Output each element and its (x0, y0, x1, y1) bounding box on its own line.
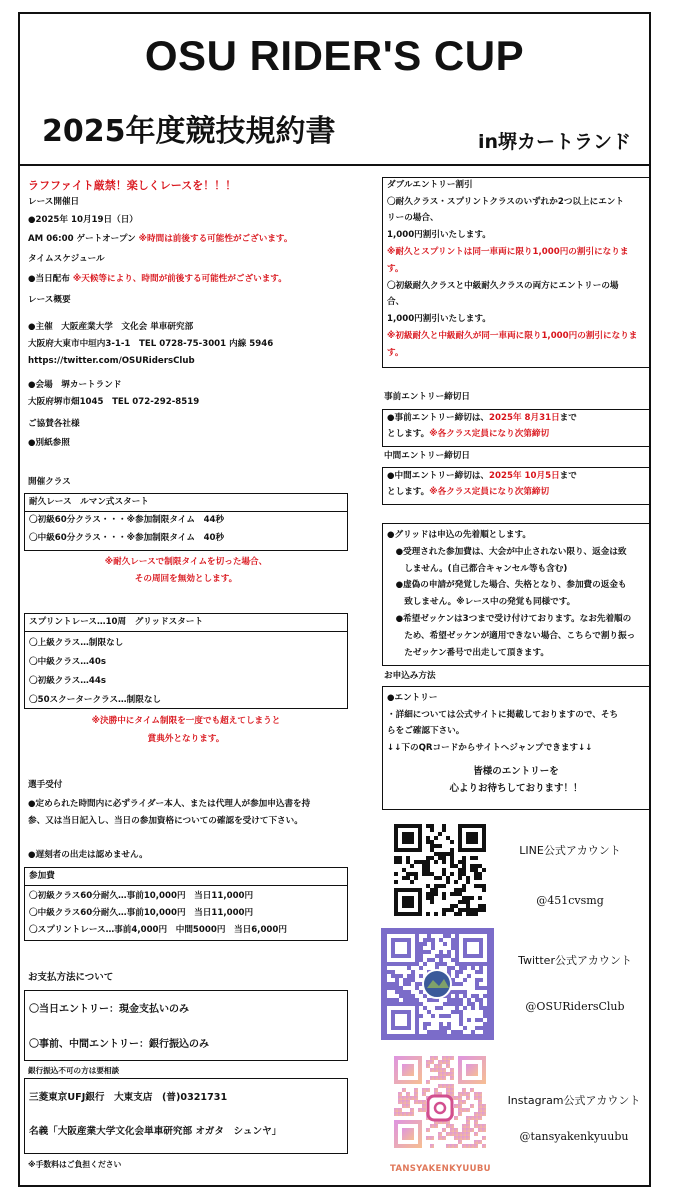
gate-open (28, 234, 292, 246)
line-qr-code[interactable] (390, 820, 490, 920)
rule-line: ため、希望ゼッケンが適用できない場合、こちらで割り振っ (387, 630, 636, 641)
instagram-account-handle[interactable]: @tansyakenkyuubu (519, 1130, 629, 1143)
page-subtitle: 2025年度競技規約書 (42, 114, 336, 149)
organizer-link[interactable]: https://twitter.com/OSURidersClub (28, 356, 195, 366)
sprint-class-box (24, 631, 348, 709)
rule-line: しません。(自己都合キャンセル等も含む) (387, 563, 568, 574)
endurance-class-2: 〇中級60分クラス・・・※参加制限タイム 40秒 (29, 532, 225, 543)
instagram-qr-code (390, 1052, 490, 1164)
sprint-note-1: ※決勝中にタイム制限を一度でも超えてしまうと (91, 716, 281, 726)
closing-1: 皆様のエントリーを (473, 766, 559, 777)
pre-deadline-box (382, 409, 650, 447)
pre-deadline-label: 事前エントリー締切日 (384, 392, 470, 402)
endurance-title: 耐久レース ルマン式スタート (29, 497, 149, 507)
payment-label: お支払方法について (28, 972, 114, 983)
mid-deadline-box (382, 467, 650, 505)
rule-line: ●希望ゼッケンは3つまで受け付けております。なお先着順の (387, 613, 632, 624)
pre-deadline-line-1 (383, 410, 649, 425)
apply-box (382, 686, 650, 810)
instagram-account-label: Instagram公式アカウント (507, 1094, 641, 1107)
sprint-class-4: 〇50スクータークラス…制限なし (29, 695, 162, 705)
fee-footnote: ※手数料はご負担ください (28, 1160, 122, 1169)
bank-name: 三菱東京UFJ銀行 大東支店 (普)0321731 (29, 1092, 228, 1103)
bank-note: 銀行振込不可の方は要相談 (28, 1066, 120, 1075)
gate-open-note: ※時間は前後する可能性がございます。 (138, 234, 293, 244)
double-entry-line: ※耐久とスプリントは同一車両に限り1,000円の割引になりま (387, 246, 629, 257)
schedule-label: タイムスケジュール (28, 254, 105, 264)
race-date: ●2025年 10月19日（日） (28, 215, 138, 225)
late-rule: ●遅刻者の出走は認めません。 (28, 850, 148, 860)
bank-box (24, 1078, 348, 1154)
sprint-class-1: 〇上級クラス…制限なし (29, 638, 124, 648)
mid-deadline-text: ●中間エントリー締切は、 (387, 471, 490, 481)
schedule-note: ※天候等により、時間が前後する可能性がございます。 (72, 274, 287, 284)
rule-line: ●受理された参加費は、大会が中止されない限り、返金は致 (387, 546, 627, 557)
payment-item-1: 〇当日エントリー：現金支払いのみ (29, 1004, 189, 1015)
rules-box (382, 523, 650, 666)
endurance-class-1: 〇初級60分クラス・・・※参加制限タイム 44秒 (29, 515, 225, 525)
venue: ●会場 堺カートランド (28, 380, 122, 390)
endurance-title-box (24, 493, 348, 512)
apply-line: ↓↓下のQRコードからサイトへジャンプできます↓↓ (387, 742, 593, 753)
instagram-icon (428, 1096, 452, 1120)
sprint-note-2: 賞典外となります。 (147, 734, 225, 744)
line-account-label: LINE公式アカウント (519, 844, 621, 857)
apply-line: ●エントリー (387, 693, 438, 703)
instagram-qr-panel[interactable] (390, 1052, 490, 1182)
twitter-account-label: Twitter公式アカウント (518, 954, 632, 967)
header-divider (20, 164, 649, 166)
rule-line: たゼッケン番号で出走して頂きます。 (387, 647, 549, 658)
organizer: ●主催 大阪産業大学 文化会 単車研究部 (28, 322, 194, 332)
mid-deadline-line-2 (383, 483, 649, 499)
twitter-account-handle[interactable]: @OSURidersClub (525, 1000, 625, 1013)
rule-line: ●グリッドは申込の先着順とします。 (387, 530, 531, 540)
rule-line: ●虚偽の申請が発覚した場合、失格となり、参加費の返金も (387, 580, 627, 591)
mid-deadline-suffix: とします。 (387, 486, 430, 497)
endurance-note-2: その周回を無効とします。 (134, 574, 238, 584)
line-account-handle[interactable]: @451cvsmg (536, 894, 604, 907)
double-entry-line: す。 (387, 263, 404, 274)
sponsors-label: ご協賛各社様 (28, 419, 80, 429)
rules-lines (383, 524, 649, 664)
fee-label: 参加費 (29, 871, 55, 881)
gate-open-time: AM 06:00 ゲートオープン (28, 234, 139, 244)
mid-deadline-until: まで (559, 471, 577, 481)
page-title: OSU RIDER'S CUP (144, 32, 525, 79)
reception-text-2: 参、又は当日記入し、当日の参加資格についての確認を受けて下さい。 (28, 816, 303, 826)
endurance-class-box (24, 511, 348, 551)
bank-holder: 名義「大阪産業大学文化会単車研究部 オガタ シュンヤ」 (29, 1126, 282, 1137)
apply-label: お申込み方法 (384, 671, 436, 681)
twitter-qr-panel[interactable] (381, 928, 494, 1040)
mid-deadline-label: 中間エントリー締切日 (384, 451, 470, 461)
rule-line: 致しません。※レース中の発覚も同様です。 (387, 597, 576, 608)
schedule-item-text: ●当日配布 (28, 274, 73, 284)
document-frame (18, 12, 651, 1187)
overview-label: レース概要 (28, 295, 71, 305)
double-entry-line: 1,000円割引いたします。 (387, 230, 491, 241)
double-entry-line: 合、 (387, 297, 405, 308)
double-entry-box (382, 177, 650, 368)
mid-deadline-line-1 (383, 468, 649, 483)
double-entry-line: リーの場合、 (387, 213, 439, 224)
double-entry-line: す。 (387, 347, 404, 358)
pre-deadline-date: 2025年 8月31日 (489, 413, 560, 423)
schedule-item (28, 274, 287, 286)
headline: ラフファイト厳禁！楽しくレースを！！！ (28, 179, 237, 192)
pre-deadline-text: ●事前エントリー締切は、 (387, 413, 490, 423)
double-entry-line: ※初級耐久と中級耐久が同一車両に限り1,000円の割引になりま (387, 330, 638, 341)
double-entry-line: 〇耐久クラス・スプリントクラスのいずれか2つ以上にエント (387, 196, 624, 207)
fee-title-box (24, 867, 348, 886)
race-date-label: レース開催日 (28, 197, 80, 207)
reception-text-1: ●定められた時間内に必ずライダー本人、または代理人が参加申込書を持 (28, 799, 311, 809)
sprint-class-3: 〇初級クラス…44s (29, 676, 106, 686)
fee-box (24, 885, 348, 941)
twitter-qr-code (381, 928, 494, 1040)
pre-deadline-note: ※各クラス定員になり次第締切 (429, 428, 550, 439)
fee-item-1: 〇初級クラス60分耐久…事前10,000円 当日11,000円 (29, 891, 254, 901)
sprint-title: スプリントレース…10周 グリッドスタート (29, 617, 204, 627)
pre-deadline-suffix: とします。 (387, 428, 430, 439)
double-entry-line: 1,000円割引いたします。 (387, 314, 491, 325)
payment-box (24, 990, 348, 1061)
double-entry-title: ダブルエントリー割引 (387, 180, 473, 190)
endurance-note-1: ※耐久レースで制限タイムを切った場合、 (104, 557, 268, 567)
mid-deadline-note: ※各クラス定員になり次第締切 (429, 486, 550, 497)
apply-lines (383, 687, 649, 759)
sprint-class-2: 〇中級クラス…40s (29, 657, 106, 667)
instagram-caption: TANSYAKENKYUUBU (390, 1164, 491, 1174)
mid-deadline-date: 2025年 10月5日 (489, 471, 560, 481)
apply-line: ・詳細については公式サイトに掲載しておりますので、そち (387, 709, 619, 720)
fee-item-3: 〇スプリントレース…事前4,000円 中間5000円 当日6,000円 (29, 925, 287, 935)
double-entry-lines (383, 194, 649, 362)
pre-deadline-until: まで (559, 413, 577, 423)
payment-item-2: 〇事前、中間エントリー：銀行振込のみ (29, 1039, 209, 1050)
venue-address: 大阪府堺市畑1045 TEL 072-292-8519 (28, 397, 200, 407)
closing-2: 心よりお待ちしております！！ (449, 782, 583, 794)
fee-item-2: 〇中級クラス60分耐久…事前10,000円 当日11,000円 (29, 908, 254, 918)
sprint-title-box (24, 613, 348, 632)
venue-title: in堺カートランド (477, 131, 631, 153)
reception-label: 選手受付 (28, 780, 63, 790)
organizer-address: 大阪府大東市中垣内3-1-1 TEL 0728-75-3001 内線 5946 (28, 339, 274, 349)
sponsors: ●別紙参照 (28, 438, 70, 448)
classes-label: 開催クラス (28, 477, 71, 487)
double-entry-line: 〇初級耐久クラスと中級耐久クラスの両方にエントリーの場 (387, 280, 619, 291)
pre-deadline-line-2 (383, 425, 649, 441)
apply-line: らをご確認下さい。 (387, 726, 465, 736)
